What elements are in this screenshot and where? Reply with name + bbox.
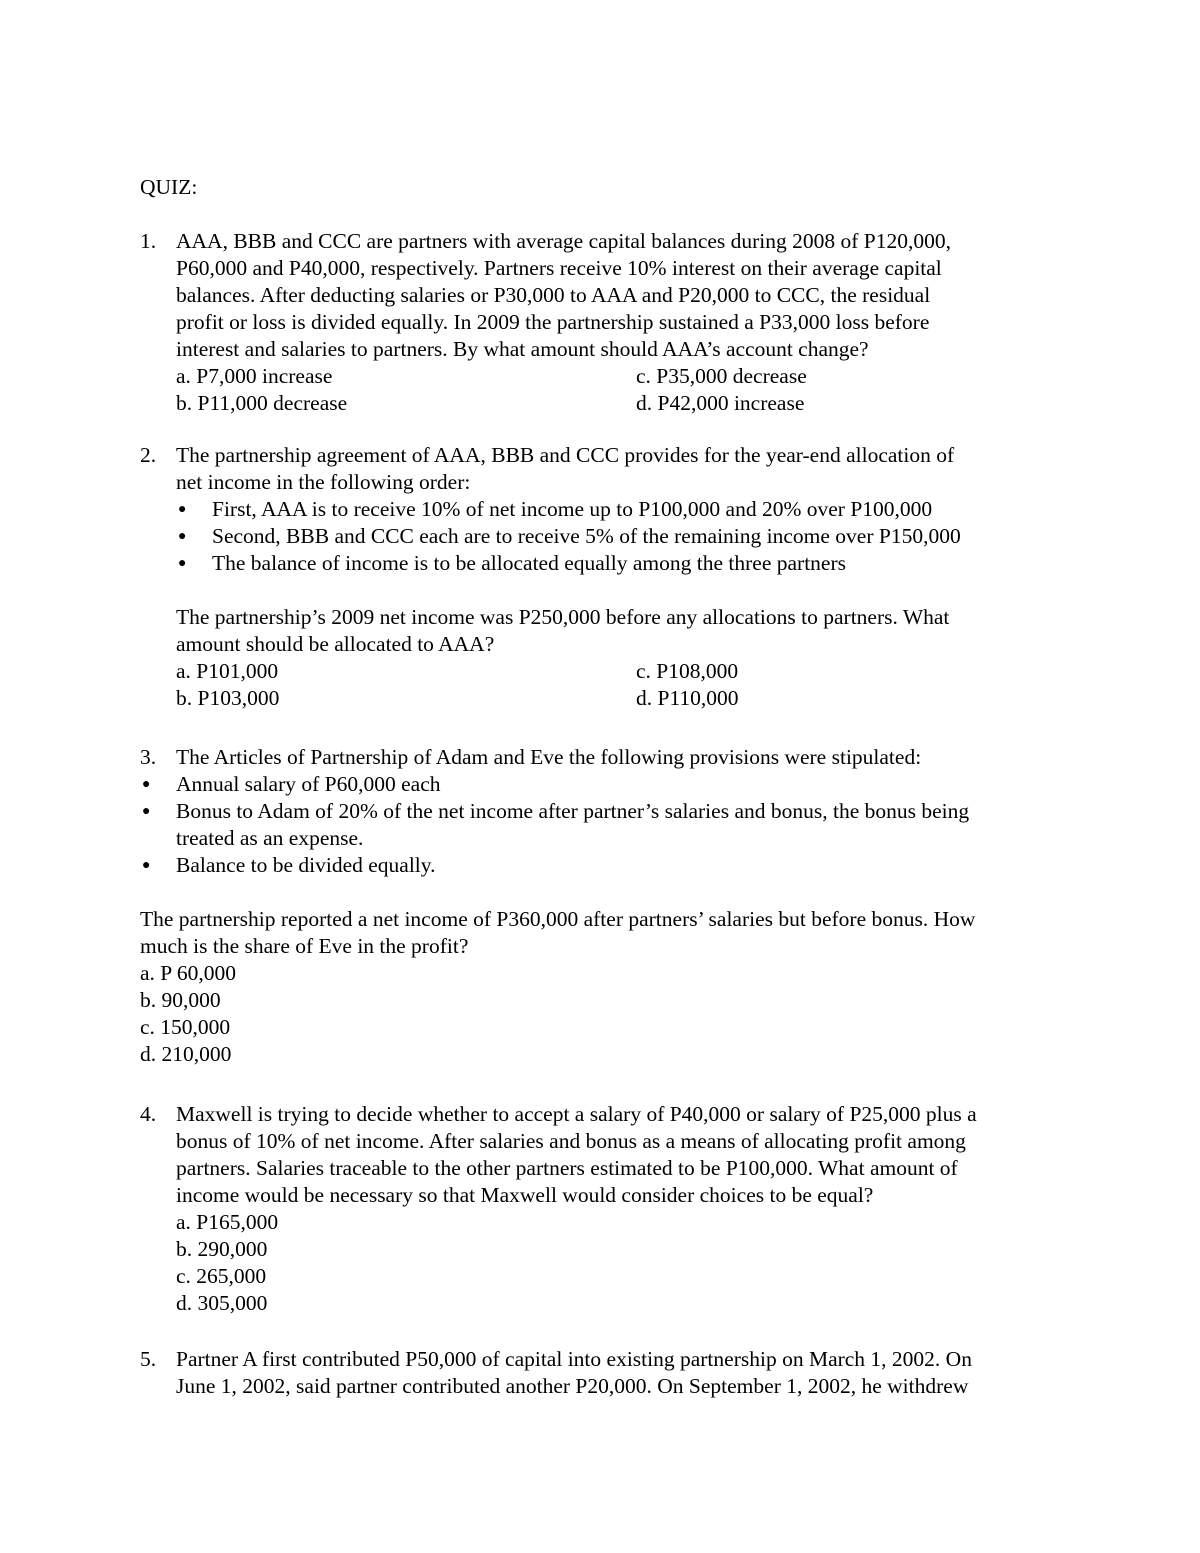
question-text-line: balances. After deducting salaries or P30,000 to AAA and P20,000 to CCC, the residual: [176, 283, 931, 307]
option-c: c. P108,000: [636, 659, 739, 683]
question-number: 2.: [140, 443, 157, 467]
bullet-icon: ●: [178, 556, 187, 571]
question-text-line: The partnership agreement of AAA, BBB and CCC provides for the year-end allocation of: [176, 443, 955, 467]
question-number: 3.: [140, 745, 157, 769]
question-text-line: The partnership reported a net income of P360,000 after partners’ salaries but before bonus. How: [140, 907, 976, 931]
answer-options: [176, 1209, 1070, 1317]
question-text-line: Partner A first contributed P50,000 of capital into existing partnership on March 1, 2002. On: [176, 1347, 972, 1371]
question-text-line: Maxwell is trying to decide whether to accept a salary of P40,000 or salary of P25,000 plus a: [176, 1102, 977, 1126]
bullet-icon: ●: [142, 858, 151, 873]
option-b: b. P11,000 decrease: [176, 391, 348, 415]
question-4: [140, 1101, 1070, 1317]
question-number: 1.: [140, 229, 157, 253]
bullet-item: ● Bonus to Adam of 20% of the net income after partner’s salaries and bonus, the bonus being treated as an expense.: [142, 799, 970, 850]
option-d: d. P42,000 increase: [636, 391, 805, 415]
bullet-item: ● The balance of income is to be allocated equally among the three partners: [178, 551, 846, 575]
option-d: d. 210,000: [140, 1042, 232, 1066]
option-b: b. P103,000: [176, 686, 280, 710]
question-text-line: interest and salaries to partners. By what amount should AAA’s account change?: [176, 337, 869, 361]
question-3-body: [140, 744, 1070, 771]
bullet-item: ● Second, BBB and CCC each are to receive 5% of the remaining income over P150,000: [178, 524, 961, 548]
answer-options: [140, 960, 1070, 1068]
question-text-line: June 1, 2002, said partner contributed another P20,000. On September 1, 2002, he withdrew: [176, 1374, 969, 1398]
answer-options: [176, 658, 1070, 712]
question-number: 4.: [140, 1102, 157, 1126]
question-text-line: profit or loss is divided equally. In 2009 the partnership sustained a P33,000 loss before: [176, 310, 930, 334]
bullet-item: ● Annual salary of P60,000 each: [142, 772, 441, 796]
question-2: [140, 442, 1070, 712]
question-text-line: amount should be allocated to AAA?: [176, 632, 495, 656]
question-3: [140, 744, 1070, 771]
option-a: a. P 60,000: [140, 961, 236, 985]
question-text-line: The Articles of Partnership of Adam and Eve the following provisions were stipulated:: [176, 745, 922, 769]
option-d: d. P110,000: [636, 686, 739, 710]
question-text-line: bonus of 10% of net income. After salaries and bonus as a means of allocating profit among: [176, 1129, 966, 1153]
answer-options: [176, 363, 1070, 417]
question-1-body: [140, 228, 1070, 417]
quiz-title: QUIZ:: [140, 175, 198, 199]
question-1: [140, 228, 1070, 417]
question-text-line: net income in the following order:: [176, 470, 471, 494]
question-text-line: AAA, BBB and CCC are partners with average capital balances during 2008 of P120,000,: [176, 229, 952, 253]
option-a: a. P165,000: [176, 1210, 279, 1234]
option-b: b. 90,000: [140, 988, 221, 1012]
question-text-line: income would be necessary so that Maxwell would consider choices to be equal?: [176, 1183, 874, 1207]
question-2-body: [140, 442, 1070, 712]
question-5-body: [140, 1346, 1070, 1400]
question-5: [140, 1346, 1070, 1400]
question-4-body: [140, 1101, 1070, 1317]
bullet-item: ● Balance to be divided equally.: [142, 853, 436, 877]
question-text-line: partners. Salaries traceable to the other partners estimated to be P100,000. What amount of: [176, 1156, 958, 1180]
question-number: 5.: [140, 1347, 157, 1371]
question-text-line: The partnership’s 2009 net income was P250,000 before any allocations to partners. What: [176, 605, 950, 629]
option-a: a. P101,000: [176, 659, 279, 683]
option-a: a. P7,000 increase: [176, 364, 333, 388]
question-3-bullets: [140, 771, 1070, 1068]
bullet-icon: ●: [142, 804, 151, 819]
bullet-icon: ●: [178, 502, 187, 517]
bullet-icon: ●: [178, 529, 187, 544]
bullet-icon: ●: [142, 777, 151, 792]
option-d: d. 305,000: [176, 1291, 268, 1315]
option-c: c. 265,000: [176, 1264, 267, 1288]
option-c: c. 150,000: [140, 1015, 231, 1039]
option-c: c. P35,000 decrease: [636, 364, 807, 388]
question-text-line: much is the share of Eve in the profit?: [140, 934, 469, 958]
question-text-line: P60,000 and P40,000, respectively. Partners receive 10% interest on their average capital: [176, 256, 942, 280]
bullet-item: ● First, AAA is to receive 10% of net income up to P100,000 and 20% over P100,000: [178, 497, 933, 521]
option-b: b. 290,000: [176, 1237, 268, 1261]
